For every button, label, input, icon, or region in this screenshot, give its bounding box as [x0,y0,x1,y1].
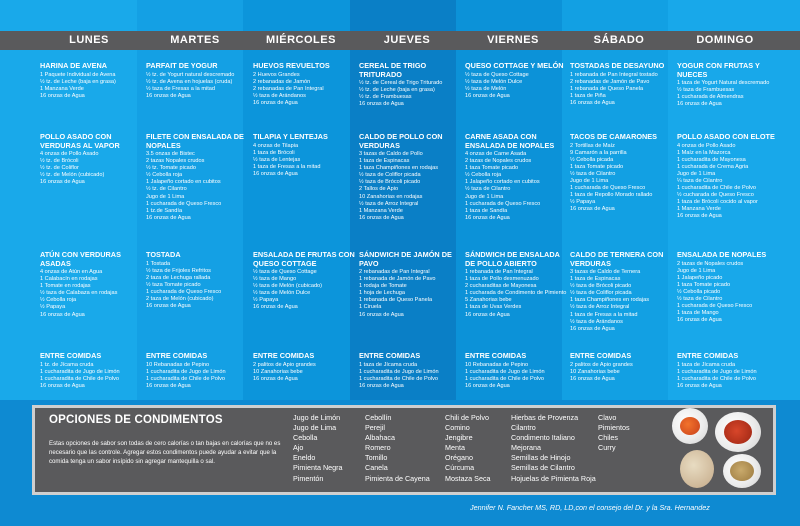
meal-ingredient: ½ Papaya [570,199,596,206]
meal-ingredient: ½ taza de Fresas a la mitad [146,85,216,92]
meal-title: ENSALADA DE NOPALES [677,250,767,259]
meal-ingredient: Jugo de 1 Lima [677,170,716,177]
meal-ingredient: 16 onzas de Agua [570,375,615,382]
meal-sabado [570,251,674,333]
meal-ingredient: 10 Rebanadas de Pepino [465,361,529,368]
meal-ingredient: 2 taza de Melón (cubicado) [146,295,214,302]
condiment-item: Jugo de Limón [293,413,341,422]
condiments-title: OPCIONES DE CONDIMENTOS [49,414,223,426]
meal-ingredient: ½ tz. de Avena en hojuelas (cruda) [146,78,233,85]
condiment-item: Tomillo [365,453,388,463]
meal-ingredient: 1 cucharada de Crema Agria [677,163,749,170]
meal-lunes [40,62,144,100]
day-header: JUEVES [383,34,431,46]
meal-ingredient: 1 Maíz en la Mazorca [677,149,731,156]
meal-ingredient: 16 onzas de Agua [146,214,191,221]
meal-ingredient: 16 onzas de Agua [253,304,298,311]
meal-ingredient: 3 tazas de Caldo de Pollo [359,151,423,157]
meal-ingredient: 2 rebanadas de Jamón [253,78,311,85]
meal-ingredient: 1 cucharada de Queso Fresco [146,200,222,207]
days-header [0,31,800,50]
meal-ingredient: Jugo de 1 Lima [465,193,504,200]
meal-ingredient: 1 cucharada de Condimento de Pimiento [465,290,567,297]
meal-viernes [465,251,569,319]
meal-martes [146,251,250,310]
meal-ingredient: 16 onzas de Agua [465,92,510,99]
meal-martes [146,352,250,390]
condiment-item: Jengibre [445,433,473,443]
meal-title: ENSALADA DE FRUTAS CON QUESO COTTAGE [253,250,355,268]
condiment-item: Ajo [293,443,304,453]
condiment-list [445,413,491,484]
meal-ingredient: 16 onzas de Agua [465,214,510,221]
meal-viernes [465,133,569,222]
meal-ingredient: ½ taza de Frijoles Refritos [146,267,211,274]
meal-ingredient: 4 onzas de Pollo Asado [677,142,736,149]
meal-ingredient: 2 rebanadas de Pan Integral [359,269,430,275]
condiment-item: Mostaza Seca [445,473,491,483]
meal-sabado [570,133,674,213]
meal-ingredient: 16 onzas de Agua [146,92,191,99]
meal-ingredient: ½ tz. de Yogurt natural descremado [146,71,235,78]
meal-lunes [40,133,144,186]
condiment-item: Chiles [598,433,618,443]
meal-ingredient: ½ taza de Melón [465,85,507,92]
meal-ingredient: 1 cucharadita de Chile de Polvo [677,375,756,382]
meal-ingredient: 1 taza de Uvas Verdes [465,304,522,311]
meal-ingredient: 1 taza de Mango [677,310,719,317]
meal-ingredient: 1 taza de Sandía [465,207,508,214]
condiment-item: Semillas de Hinojo [511,453,571,463]
meal-ingredient: 16 onzas de Agua [570,99,615,106]
meal-ingredient: 1 taza de Jícama cruda [677,361,736,368]
meal-ingredient: 16 onzas de Agua [677,317,722,324]
condiment-item: Mejorana [511,443,541,453]
meal-ingredient: ½ taza de Queso Cottage [465,71,529,78]
meal-ingredient: ½ Cebolla roja [40,297,77,304]
meal-ingredient: 1 taza de Jícama cruda [359,361,418,368]
meal-title: ENTRE COMIDAS [253,351,315,360]
day-header: MIÉRCOLES [266,34,336,46]
day-header: VIERNES [487,34,539,46]
meal-ingredient: 1 Jalapeño cortado en cubitos [465,179,540,186]
meal-ingredient: 1 Tomate en rodajas [40,283,91,290]
meal-ingredient: ½ taza de Coliflor picada [359,172,421,179]
meal-ingredient: ½ tz. de Brócoli [40,158,79,165]
meal-ingredient: ½ taza de Arándanos [570,318,623,325]
meal-ingredient: 1 cucharadita de Jugo de Limón [677,368,757,375]
meal-ingredient: 2 taza de Lechuga rallada [146,274,211,281]
meal-ingredient: 16 onzas de Agua [359,382,404,389]
meal-title: HARINA DE AVENA [40,61,108,70]
meal-title: HUEVOS REVUELTOS [253,61,330,70]
meal-ingredient: 16 onzas de Agua [677,382,722,389]
day-header: MARTES [170,34,220,46]
meal-title: ENTRE COMIDAS [146,351,208,360]
meal-ingredient: 1 Ciruela [359,304,382,311]
meal-lunes [40,352,144,390]
meal-ingredient: 1 cucharada de Queso Fresco [146,288,222,295]
meal-ingredient: 1 Jalapeño cortado en cubitos [146,179,221,186]
meal-ingredient: 16 onzas de Agua [40,92,85,99]
meal-ingredient: 10 Zanahorias en rodajas [359,193,423,200]
condiment-item: Perejil [365,423,385,433]
meal-martes [146,133,250,222]
meal-ingredient: ¼ taza de Cilantro [677,177,723,184]
meal-domingo [677,251,781,324]
meal-ingredient: 1 cucharadita de Chile de Polvo [677,185,756,192]
meal-ingredient: 2 tazas de Nopales crudos [677,260,744,267]
meal-ingredient: 2 rebanadas de Jamón de Pavo [570,78,650,85]
meal-miercoles [253,133,357,178]
meal-ingredient: ½ taza de Cilantro [465,186,511,193]
meal-ingredient: 16 onzas de Agua [253,375,298,382]
ground-spice-image [730,461,754,481]
meal-viernes [465,62,569,100]
meal-ingredient: 16 onzas de Agua [677,213,722,220]
condiment-item: Pimienta de Cayena [365,473,430,483]
meal-ingredient: 5 Zanahorias bebe [465,297,512,304]
meal-ingredient: ½ taza de Queso Cottage [253,269,317,275]
condiment-list [511,413,596,484]
meal-ingredient: 2 rebanadas de Pan Integral [253,85,324,92]
meal-ingredient: 16 onzas de Agua [40,179,85,186]
meal-jueves [359,251,463,319]
meal-title: SÁNDWICH DE ENSALADA DE POLLO ABIERTO [465,250,560,268]
condiment-item: Pimienta Negra [293,463,343,473]
meal-miercoles [253,352,357,383]
meal-ingredient: ½ taza de Brócoli picado [359,179,421,186]
meal-ingredient: 1 rebanada de Pan Integral [465,269,533,275]
meal-ingredient: 1 taza Champiñones en rodajas [359,165,438,172]
meal-ingredient: 1 Calabacín en rodajas [40,276,98,283]
meal-ingredient: 1 taza Tomate picado [570,163,624,170]
meal-ingredient: ½ tz. Tomate picado [146,165,196,172]
meal-ingredient: 1 taza de Fresas a la mitad [570,311,638,318]
condiment-item: Condimento Italiano [511,433,575,443]
ginger-image [680,450,714,488]
meal-domingo [677,133,781,221]
meal-ingredient: 3.5 onzas de Bistec [146,151,195,157]
meal-ingredient: 4 onzas de Pollo Asado [40,151,99,157]
meal-ingredient: 1 taza de Piña [570,92,606,99]
paprika-image [680,417,700,435]
meal-title: CALDO DE POLLO CON VERDURAS [359,132,443,150]
meal-ingredient: 1 taza de Brócoli cocido al vapor [677,199,758,206]
meal-ingredient: 16 onzas de Agua [146,382,191,389]
meal-ingredient: 1 Paquete Individual de Avena [40,71,116,78]
condiment-item: Cúrcuma [445,463,475,473]
meal-ingredient: ½ tz. de Cereal de Trigo Triturado [359,80,443,86]
meal-ingredient: 2 cucharaditas de Mayonesa [465,283,537,290]
meal-sabado [570,352,674,383]
meal-ingredient: 1 cucharadita de Jugo de Limón [359,368,439,375]
condiment-item: Chili de Polvo [445,413,489,422]
condiment-item: Semillas de Cilantro [511,463,575,473]
meal-ingredient: Jugo de 1 Lima [570,177,609,184]
condiment-item: Pimentón [293,473,324,483]
meal-title: PARFAIT DE YOGUR [146,61,218,70]
meal-title: CARNE ASADA CON ENSALADA DE NOPALES [465,132,555,150]
meal-ingredient: 9 Camarón a la parrilla [570,149,627,156]
meal-martes [146,62,250,100]
condiment-item: Cebollín [365,413,392,422]
condiment-item: Eneldo [293,453,316,463]
meal-ingredient: 1 Manzana Verde [677,206,721,213]
meal-ingredient: 3 tazas de Caldo de Ternera [570,269,641,275]
meal-jueves [359,133,463,222]
meal-ingredient: ½ taza de Melón Dulce [253,290,311,297]
meal-ingredient: ½ taza de Mango [253,276,297,283]
meal-ingredient: 1 taza Tomate picado [677,281,731,288]
condiment-item: Hierbas de Provenza [511,413,579,422]
meal-ingredient: 1 cucharadita de Chile de Polvo [146,375,225,382]
spice-plate [715,412,761,452]
meal-ingredient: ½ Papaya [40,304,66,311]
meal-ingredient: ½ taza de Arándanos [253,92,306,99]
meal-ingredient: 1 rebanada de Jamón de Pavo [359,276,436,283]
meal-ingredient: 10 Rebanadas de Pepino [146,361,210,368]
condiment-list [598,413,630,453]
meal-ingredient: 16 onzas de Agua [359,214,404,221]
meal-jueves [359,352,463,390]
meal-ingredient: 2 Huevos Grandes [253,71,300,78]
meal-ingredient: 1 cucharada de Queso Fresco [465,200,541,207]
meal-ingredient: ½ taza Tomate picado [146,281,201,288]
condiment-item: Orégano [445,453,473,463]
meal-ingredient: ½ taza de Cilantro [677,295,723,302]
meal-ingredient: ½ Cebolla picado [677,288,721,295]
meal-title: CALDO DE TERNERA CON VERDURAS [570,250,664,268]
meal-ingredient: 1 cucharada de Queso Fresco [677,303,753,310]
meal-ingredient: 2 Tortillas de Maíz [570,142,615,149]
meal-ingredient: ½ taza de Frambuesas [677,87,735,94]
meal-title: ENTRE COMIDAS [677,351,739,360]
meal-ingredient: ½ taza de Melón (cubicado) [253,283,323,290]
meal-ingredient: ½ taza de Arroz Integral [359,200,419,207]
meal-title: TOSTADAS DE DESAYUNO [570,61,665,70]
day-header: SÁBADO [593,34,645,46]
meal-domingo [677,352,781,390]
meal-title: ENTRE COMIDAS [465,351,527,360]
meal-ingredient: ½ taza de Calabaza en rodajas [40,290,118,297]
meal-ingredient: 1 taza de Espinacas [359,158,410,165]
meal-ingredient: 16 onzas de Agua [677,101,722,108]
meal-ingredient: 10 Zanahorias bebe [570,368,620,375]
meal-ingredient: 1 Manzana Verde [40,85,84,92]
meal-ingredient: ½ tz. de Frambuesas [359,94,412,101]
meal-ingredient: 1 cucharadita de Jugo de Limón [146,368,226,375]
meal-title: POLLO ASADO CON VERDURAS AL VAPOR [40,132,120,150]
meal-ingredient: ½ taza de Arroz Integral [570,304,630,311]
meal-ingredient: 1 taza Tomate picado [465,165,519,172]
meal-ingredient: 1 taza Champiñones en rodajas [570,297,649,304]
meal-ingredient: 1 cucharadita de Jugo de Limón [465,368,545,375]
meal-title: YOGUR CON FRUTAS Y NUECES [677,61,760,79]
meal-title: SÁNDWICH DE JAMÓN DE PAVO [359,250,452,268]
meal-ingredient: 1 cucharadita de Chile de Polvo [359,375,438,382]
meal-ingredient: ½ tz. de Melón (cubicado) [40,172,105,179]
spice-plate [672,408,708,444]
meal-ingredient: 16 onzas de Agua [465,311,510,318]
condiment-item: Comino [445,423,470,433]
meal-ingredient: 16 onzas de Agua [359,101,404,108]
meal-ingredient: 1 rodaja de Tomate [359,283,407,290]
meal-ingredient: 1 cucharadita de Jugo de Limón [40,368,120,375]
meal-ingredient: ½ taza de Lentejas [253,156,301,163]
meal-ingredient: ½ tz. de Coliflor [40,165,79,172]
meal-title: TACOS DE CAMARONES [570,132,658,141]
meal-ingredient: 1 taza de Fresas a la mitad [253,163,321,170]
meal-miercoles [253,251,357,312]
condiments-panel [32,405,776,495]
meal-ingredient: ½ Papaya [253,297,279,304]
meal-jueves [359,62,463,108]
meal-ingredient: 2 palitos de Apio grandes [253,361,316,368]
meal-ingredient: 1 taza de Espinacas [570,276,621,283]
condiment-list [293,413,343,484]
meal-ingredient: 16 onzas de Agua [253,170,298,177]
meal-ingredient: 1 Jalapeño picado [677,274,723,281]
meal-ingredient: 1 cucharadita de Mayonesa [677,156,746,163]
condiment-item: Clavo [598,413,617,422]
condiment-item: Curry [598,443,616,453]
condiments-description: Estas opciones de sabor son todas de cero calorías o tan bajas en calorías que no es necesario que las controle. Agregar estos condimentos puede ayudar a evitar que la comida tenga un sabor insípido sin agregar mantequilla o sal. [49,440,281,465]
meal-viernes [465,352,569,390]
chili-flakes-image [724,420,752,444]
meal-title: TILAPIA Y LENTEJAS [253,132,328,141]
meal-ingredient: 1 hoja de Lechuga [359,290,406,297]
meal-ingredient: 1 taza de Repollo Morado rallado [570,192,653,199]
condiment-item: Menta [445,443,465,453]
meal-ingredient: ½ cucharada de Queso Fresco [677,192,754,199]
meal-ingredient: ½ Cebolla picada [570,156,614,163]
meal-ingredient: 2 Tallos de Apio [359,186,399,193]
meal-ingredient: 2 tazas Nopales crudos [146,158,205,165]
meal-ingredient: 4 onzas de Tilapia [253,142,299,149]
meal-miercoles [253,62,357,107]
meal-lunes [40,251,144,319]
meal-ingredient: 16 onzas de Agua [40,311,85,318]
condiment-item: Pimientos [598,423,630,433]
meal-title: ATÚN CON VERDURAS ASADAS [40,250,121,268]
meal-domingo [677,62,781,108]
condiment-item: Canela [365,463,388,473]
meal-title: ENTRE COMIDAS [570,351,632,360]
meal-ingredient: ½ Cebolla roja [146,172,183,179]
meal-ingredient: ½ taza de Coliflor picada [570,290,632,297]
condiment-item: Cilantro [511,423,536,433]
meal-ingredient: ½ tz. de Leche (baja en grasa) [40,78,116,85]
meal-ingredient: ½ taza de Melón Dulce [465,78,523,85]
meal-ingredient: 1 tz.de Sandía [146,207,183,214]
column-miercoles [243,0,350,400]
meal-ingredient: ½ Cebolla roja [465,172,502,179]
meal-ingredient: ½ taza de Brócoli picado [570,283,632,290]
day-header: LUNES [69,34,109,46]
meal-title: CEREAL DE TRIGO TRITURADO [359,61,427,79]
meal-ingredient: 1 cucharadita de Chile de Polvo [40,375,119,382]
meal-ingredient: 1 taza de Pollo desmenuzado [465,276,539,283]
meal-ingredient: ½ taza de Cilantro [570,170,616,177]
condiment-item: Albahaca [365,433,395,443]
meal-ingredient: 1 taza de Brócoli [253,149,295,156]
meal-ingredient: ½ tz. de Leche (baja en grasa) [359,87,435,94]
meal-title: QUESO COTTAGE Y MELÓN [465,61,564,70]
column-lunes [0,0,137,400]
meal-title: ENTRE COMIDAS [359,351,421,360]
meal-ingredient: Jugo de 1 Lima [146,193,185,200]
meal-ingredient: 16 onzas de Agua [465,382,510,389]
meal-ingredient: 16 onzas de Agua [570,206,615,213]
meal-ingredient: 4 onzas de Atún en Agua [40,269,103,275]
meal-sabado [570,62,674,107]
meal-ingredient: 16 onzas de Agua [146,303,191,310]
meal-ingredient: 16 onzas de Agua [40,382,85,389]
meal-ingredient: 1 taza de Yogurt Natural descremado [677,80,770,86]
condiment-list [365,413,430,484]
day-header: DOMINGO [696,34,754,46]
meal-title: TOSTADA [146,250,181,259]
meal-ingredient: 2 tazas de Nopales crudos [465,158,532,165]
meal-ingredient: 16 onzas de Agua [570,325,615,332]
meal-ingredient: 4 onzas de Carne Asada [465,151,527,157]
meal-title: POLLO ASADO CON ELOTE [677,132,775,141]
condiment-item: Hojuelas de Pimienta Roja [511,473,596,483]
meal-ingredient: 1 rebanada de Queso Panela [570,85,644,92]
meal-ingredient: 1 Manzana Verde [359,207,403,214]
meal-ingredient: 16 onzas de Agua [253,99,298,106]
meal-ingredient: 1 rebanada de Pan Integral tostado [570,71,658,78]
meal-ingredient: 1 rebanada de Queso Panela [359,297,433,304]
meal-ingredient: 1 Tostada [146,260,171,267]
meal-ingredient: 10 Zanahorias bebe [253,368,303,375]
condiment-item: Jugo de Lima [293,423,337,433]
meal-ingredient: 16 onzas de Agua [359,311,404,318]
condiment-item: Cebolla [293,433,318,443]
meal-title: ENTRE COMIDAS [40,351,102,360]
meal-ingredient: 1 cucharada de Almendras [677,94,744,101]
spice-plate [723,454,761,488]
author-credit: Jennifer N. Fancher MS, RD, LD,con el consejo del Dr. y la Sra. Hernandez [470,503,710,512]
meal-ingredient: Jugo de 1 Lima [677,267,716,274]
meal-ingredient: 1 cucharadita de Chile de Polvo [465,375,544,382]
meal-ingredient: 1 tz. de Jícama cruda [40,361,94,368]
meal-title: FILETE CON ENSALADA DE NOPALES [146,132,244,150]
condiment-item: Romero [365,443,391,453]
meal-ingredient: ½ tz. de Cilantro [146,186,187,193]
meal-ingredient: 1 cucharada de Queso Fresco [570,185,646,192]
meal-ingredient: 2 palitos de Apio grandes [570,361,633,368]
